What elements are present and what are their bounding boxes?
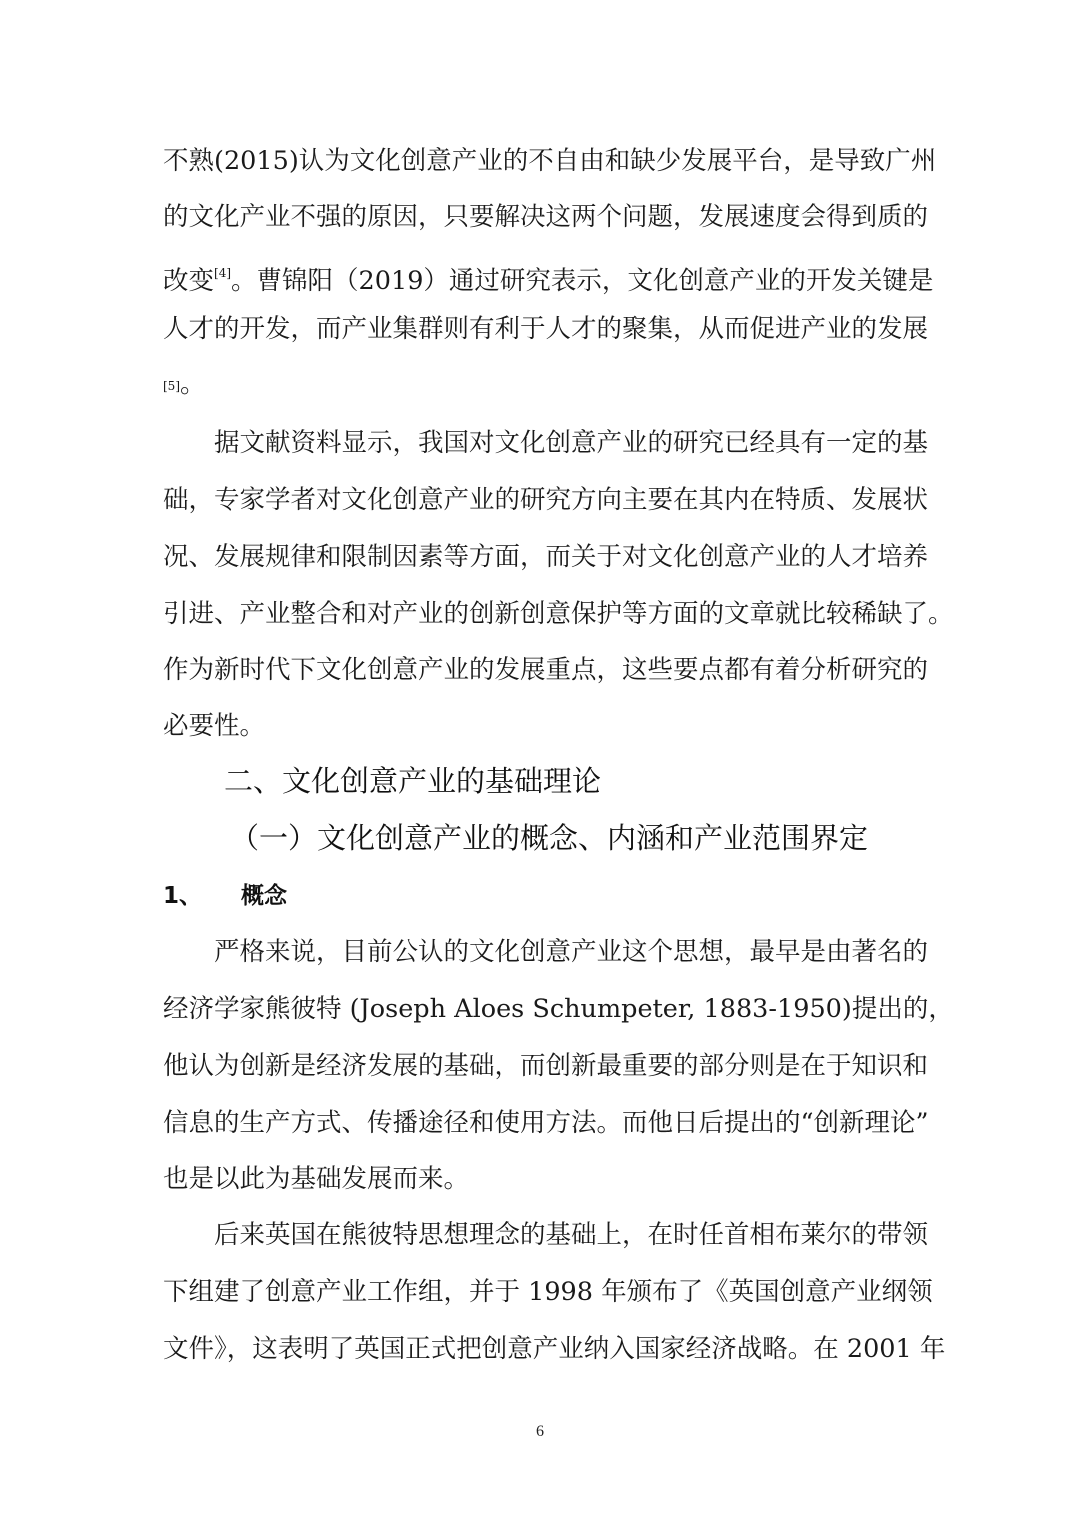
paragraph-2-line-1: 据文献资料显示，我国对文化创意产业的研究已经具有一定的基: [214, 428, 929, 458]
item-title: 概念: [241, 883, 287, 909]
paragraph-2-line-3: 况、发展规律和限制因素等方面，而关于对文化创意产业的人才培养: [163, 542, 929, 572]
section-heading: 二、文化创意产业的基础理论: [224, 764, 602, 798]
paragraph-1-text: 。曹锦阳（2019）通过研究表示，文化创意产业的开发关键是: [231, 266, 934, 296]
paragraph-3-line-3: 他认为创新是经济发展的基础，而创新最重要的部分则是在于知识和: [163, 1051, 929, 1081]
subsection-heading: （一）文化创意产业的概念、内涵和产业范围界定: [230, 821, 869, 855]
item-number: 1、: [163, 883, 203, 909]
citation-4: [4]: [214, 266, 232, 280]
paragraph-1-line-1: 不熟(2015)认为文化创意产业的不自由和缺少发展平台，是导致广州: [163, 146, 937, 176]
paragraph-2-line-2: 础，专家学者对文化创意产业的研究方向主要在其内在特质、发展状: [163, 485, 929, 515]
paragraph-3-line-5: 也是以此为基础发展而来。: [163, 1164, 470, 1194]
paragraph-3-line-1: 严格来说，目前公认的文化创意产业这个思想，最早是由著名的: [214, 937, 929, 967]
citation-5: [5]: [163, 379, 180, 393]
paragraph-1-line-4: 人才的开发，而产业集群则有利于人才的聚集，从而促进产业的发展: [163, 314, 929, 344]
paragraph-4-line-1: 后来英国在熊彼特思想理念的基础上，在时任首相布莱尔的带领: [214, 1220, 929, 1250]
paragraph-1-line-2: 的文化产业不强的原因，只要解决这两个问题，发展速度会得到质的: [163, 202, 929, 232]
paragraph-2-line-4: 引进、产业整合和对产业的创新创意保护等方面的文章就比较稀缺了。: [163, 599, 954, 629]
paragraph-1-text: 改变: [163, 266, 215, 296]
paragraph-2-line-5: 作为新时代下文化创意产业的发展重点，这些要点都有着分析研究的: [163, 655, 929, 685]
paragraph-1-line-3: [163, 257, 934, 297]
paragraph-4-line-2: 下组建了创意产业工作组，并于 1998 年颁布了《英国创意产业纲领: [163, 1277, 933, 1307]
paragraph-1-end: 。: [180, 369, 206, 399]
paragraph-1-line-5: [163, 368, 923, 400]
paragraph-3-line-4: 信息的生产方式、传播途径和使用方法。而他日后提出的“创新理论”: [163, 1108, 929, 1138]
page-number: 6: [536, 1423, 544, 1440]
paragraph-3-line-2: 经济学家熊彼特 (Joseph Aloes Schumpeter, 1883-1950)提出的，: [163, 994, 954, 1024]
paragraph-2-line-6: 必要性。: [163, 711, 266, 741]
paragraph-4-line-3: 文件》，这表明了英国正式把创意产业纳入国家经济战略。在 2001 年: [163, 1334, 946, 1364]
